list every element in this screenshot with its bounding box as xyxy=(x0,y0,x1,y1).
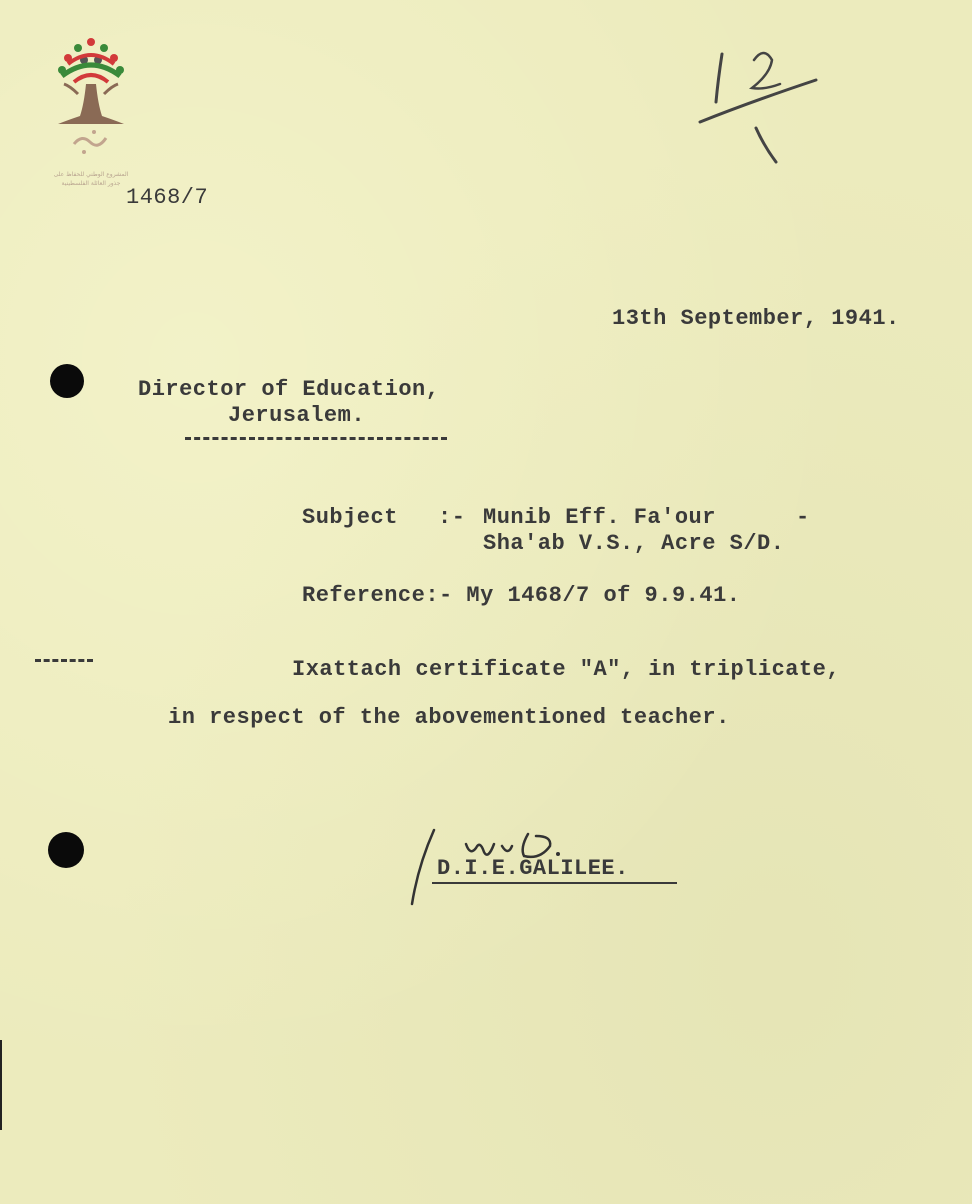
letter-date: 13th September, 1941. xyxy=(612,306,900,331)
heritage-logo xyxy=(48,34,134,194)
subject-line-1: Munib Eff. Fa'our xyxy=(483,505,716,530)
body-line-1: Ixattach certificate "A", in triplicate, xyxy=(292,657,841,682)
subject-dash: - xyxy=(796,505,810,530)
punch-hole xyxy=(48,832,84,868)
addressee-line-2: Jerusalem. xyxy=(228,403,366,428)
signatory-name: D.I.E.GALILEE. xyxy=(437,856,629,881)
page-edge-mark xyxy=(0,1040,2,1130)
logo-caption-2: جذور العائلة الفلسطينية xyxy=(61,180,121,187)
subject-line-2: Sha'ab V.S., Acre S/D. xyxy=(483,531,785,556)
addressee-line-1: Director of Education, xyxy=(138,377,440,402)
subject-label: Subject xyxy=(302,505,398,530)
body-line-2: in respect of the abovementioned teacher. xyxy=(168,705,730,730)
tree-logo-icon xyxy=(48,34,134,169)
handwritten-folio-mark xyxy=(690,40,830,180)
margin-dash xyxy=(35,659,93,662)
subject-separator: :- xyxy=(438,505,466,530)
signature-underline xyxy=(432,882,677,884)
file-number: 1468/7 xyxy=(126,185,209,210)
addressee-underline xyxy=(185,437,447,440)
reference-line: Reference:- My 1468/7 of 9.9.41. xyxy=(302,583,741,608)
punch-hole xyxy=(50,364,84,398)
logo-caption-1: المشروع الوطني للحفاظ على xyxy=(53,171,129,178)
